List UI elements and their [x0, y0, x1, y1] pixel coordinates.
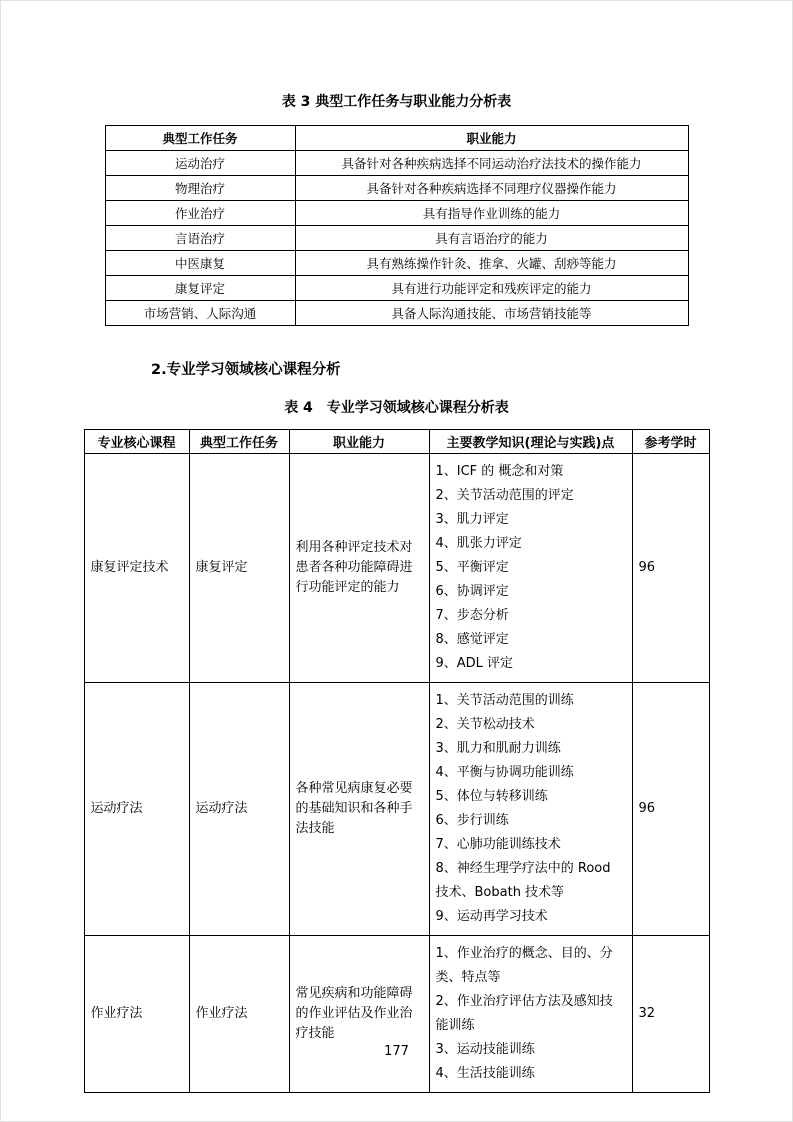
- hours-cell: 32: [632, 936, 709, 1093]
- table-row: [84, 683, 709, 936]
- knowledge-item: 7、心肺功能训练技术: [435, 837, 561, 852]
- task-cell: 市场营销、人际沟通: [105, 301, 295, 326]
- knowledge-item: 4、肌张力评定: [435, 536, 522, 551]
- ability-cell: 具有指导作业训练的能力: [295, 201, 688, 226]
- table4-title: 表 4 专业学习领域核心课程分析表: [284, 400, 509, 416]
- knowledge-cell: [429, 683, 632, 936]
- knowledge-item: 3、肌力和肌耐力训练: [435, 741, 561, 756]
- hours-cell: 96: [632, 683, 709, 936]
- table3-title: 表 3 典型工作任务与职业能力分析表: [281, 94, 512, 110]
- knowledge-item: 3、肌力评定: [435, 512, 509, 527]
- ability-cell: 具备针对各种疾病选择不同理疗仪器操作能力: [295, 176, 688, 201]
- page-number: 177: [384, 1044, 409, 1059]
- table3: [105, 125, 689, 326]
- knowledge-cell: [429, 454, 632, 683]
- task-cell: 作业治疗: [105, 201, 295, 226]
- ability-cell: 各种常见病康复必要的基础知识和各种手法技能: [289, 683, 429, 936]
- knowledge-cell: [429, 936, 632, 1093]
- table4-header-hours: 参考学时: [632, 430, 709, 454]
- task-cell: 康复评定: [105, 276, 295, 301]
- table4-header-knowledge: 主要教学知识(理论与实践)点: [429, 430, 632, 454]
- table-row: [105, 226, 688, 251]
- table4-header-task: 典型工作任务: [189, 430, 289, 454]
- task-cell: 言语治疗: [105, 226, 295, 251]
- ability-cell: 常见疾病和功能障碍的作业评估及作业治疗技能: [289, 936, 429, 1093]
- section-heading: 2.专业学习领域核心课程分析: [151, 362, 341, 378]
- knowledge-item: 5、平衡评定: [435, 560, 509, 575]
- task-cell: 运动疗法: [189, 683, 289, 936]
- task-cell: 康复评定: [189, 454, 289, 683]
- knowledge-item: 9、ADL 评定: [435, 656, 514, 671]
- knowledge-item: 8、感觉评定: [435, 632, 509, 647]
- hours-cell: 96: [632, 454, 709, 683]
- task-cell: 中医康复: [105, 251, 295, 276]
- knowledge-item: 2、作业治疗评估方法及感知技能训练: [435, 994, 613, 1033]
- table-row: [105, 276, 688, 301]
- table3-header-task: 典型工作任务: [105, 126, 295, 151]
- task-cell: 运动治疗: [105, 151, 295, 176]
- knowledge-item: 7、步态分析: [435, 608, 509, 623]
- table4: [84, 429, 710, 1093]
- knowledge-item: 9、运动再学习技术: [435, 909, 548, 924]
- knowledge-item: 1、关节活动范围的训练: [435, 693, 574, 708]
- task-cell: 作业疗法: [189, 936, 289, 1093]
- table3-header-row: [105, 126, 688, 151]
- knowledge-item: 1、作业治疗的概念、目的、分类、特点等: [435, 946, 613, 985]
- table-row: [105, 251, 688, 276]
- knowledge-item: 3、运动技能训练: [435, 1042, 535, 1057]
- ability-cell: 具备人际沟通技能、市场营销技能等: [295, 301, 688, 326]
- knowledge-item: 1、ICF 的 概念和对策: [435, 464, 564, 479]
- ability-cell: 具有言语治疗的能力: [295, 226, 688, 251]
- course-cell: 运动疗法: [84, 683, 189, 936]
- table4-header-row: [84, 430, 709, 454]
- knowledge-item: 2、关节活动范围的评定: [435, 488, 574, 503]
- table-row: [105, 201, 688, 226]
- ability-cell: 具有进行功能评定和残疾评定的能力: [295, 276, 688, 301]
- table4-header-ability: 职业能力: [289, 430, 429, 454]
- knowledge-item: 4、平衡与协调功能训练: [435, 765, 574, 780]
- knowledge-item: 4、生活技能训练: [435, 1066, 535, 1081]
- table-row: [84, 936, 709, 1093]
- ability-cell: 利用各种评定技术对患者各种功能障碍进行功能评定的能力: [289, 454, 429, 683]
- course-cell: 康复评定技术: [84, 454, 189, 683]
- table-row: [84, 454, 709, 683]
- table-row: [105, 176, 688, 201]
- table4-header-course: 专业核心课程: [84, 430, 189, 454]
- ability-cell: 具有熟练操作针灸、推拿、火罐、刮痧等能力: [295, 251, 688, 276]
- table3-header-ability: 职业能力: [295, 126, 688, 151]
- table-row: [105, 301, 688, 326]
- knowledge-item: 5、体位与转移训练: [435, 789, 548, 804]
- course-cell: 作业疗法: [84, 936, 189, 1093]
- ability-cell: 具备针对各种疾病选择不同运动治疗法技术的操作能力: [295, 151, 688, 176]
- knowledge-item: 8、神经生理学疗法中的 Rood 技术、Bobath 技术等: [435, 861, 611, 900]
- table-row: [105, 151, 688, 176]
- knowledge-item: 6、步行训练: [435, 813, 509, 828]
- knowledge-item: 2、关节松动技术: [435, 717, 535, 732]
- task-cell: 物理治疗: [105, 176, 295, 201]
- knowledge-item: 6、协调评定: [435, 584, 509, 599]
